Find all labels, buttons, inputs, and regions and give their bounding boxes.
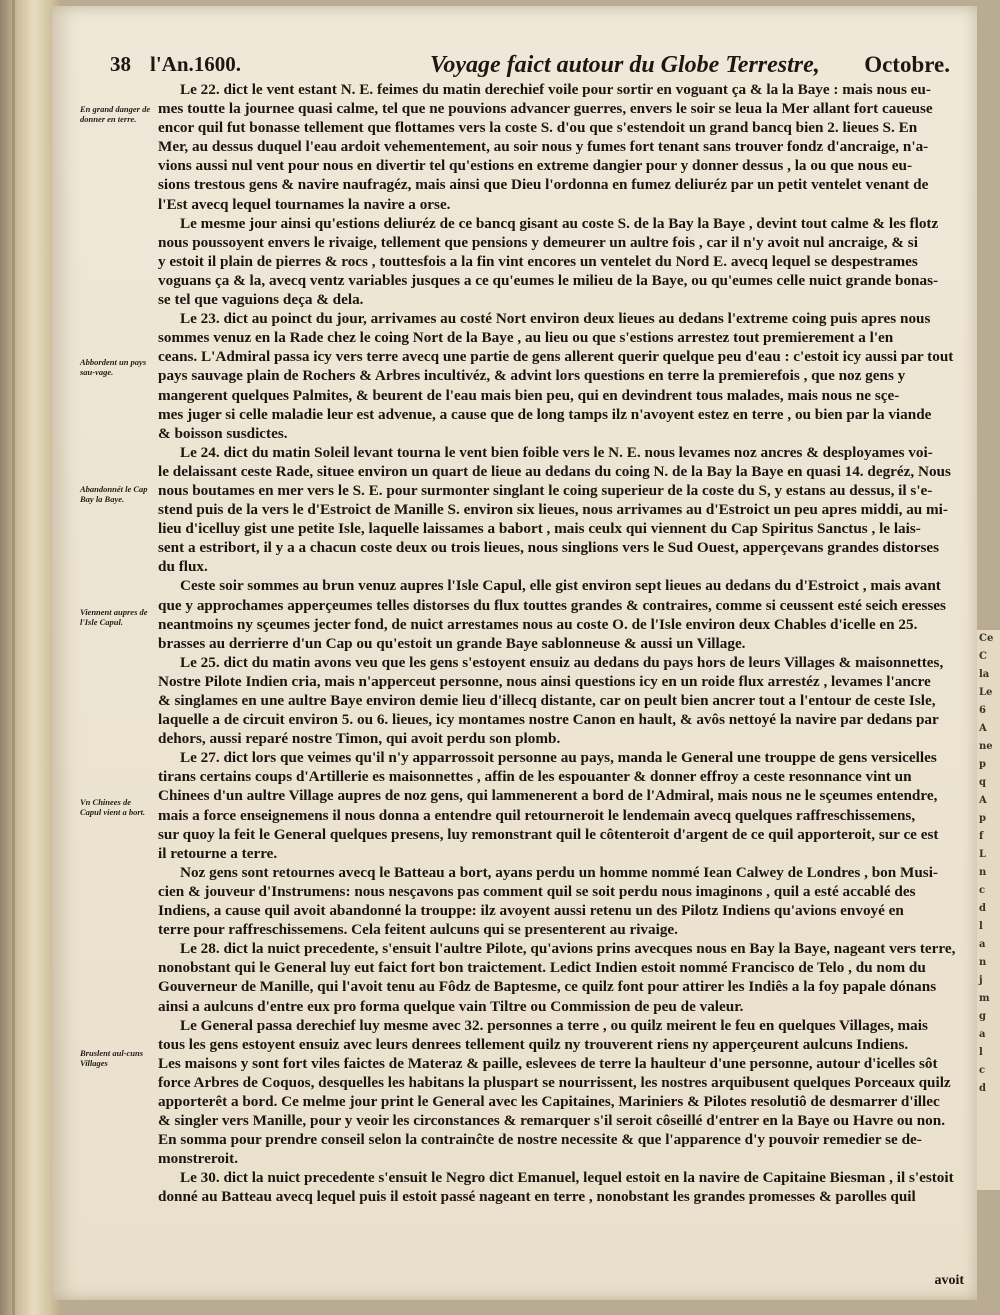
paragraph — [158, 939, 963, 1015]
text-line: mes toutte la journee quasi calme, tel que ne pouvions advancer guerres, envers le soir se leua la Mer allant fort caueuse — [158, 100, 933, 118]
margin-note: Viennent aupres de l'Isle Capul. — [80, 607, 148, 627]
text-line: Noz gens sont retournes avecq le Batteau a bort, ayans perdu un homme nommé Iean Calwey de Londres , bon Musi- — [180, 863, 938, 881]
text-line: sur quoy la feit le General quelques presens, luy remonstrant quil le côtenteroit d'argent de ce quil apporteroit, sur ce est — [158, 825, 939, 843]
paragraph — [158, 1168, 963, 1206]
text-line: & singlames en une aultre Baye environ demie lieu d'illecq distante, car on peult bien ancrer tout a l'entour de ceste Isle, — [158, 692, 936, 709]
next-page-fragment: p — [979, 759, 986, 770]
paragraph — [158, 80, 963, 214]
margin-note: Bruslent aul-cuns Villages — [80, 1048, 144, 1068]
next-page-fragment: f — [979, 831, 984, 842]
text-line: Le 30. dict la nuict precedente s'ensuit le Negro dict Emanuel, lequel estoit en la navire de Capitaine Biesman , il s'estoit — [180, 1169, 954, 1187]
text-line: il retourne a terre. — [158, 844, 278, 862]
text-line: Indiens, a cause quil avoit abandonné la trouppe: ilz avoyent aussi retenu un des Pilotz Indiens qu'avions envoyé en — [158, 902, 904, 920]
next-page-fragment: j — [979, 975, 983, 986]
next-page-fragment: g — [979, 1011, 986, 1022]
next-page-fragment: c — [979, 1065, 986, 1076]
paragraph — [158, 309, 963, 443]
text-line: encor quil fut bonasse tellement que flottames vers la coste S. d'ou que s'estendoit un grand bancq bien 2. lieues S. En — [158, 119, 918, 137]
paragraph — [158, 748, 963, 863]
margin-note: Abbordent un pays sau-vage. — [80, 357, 147, 377]
next-page-fragment: A — [979, 795, 987, 806]
paragraph — [158, 443, 963, 577]
text-line: Gouverneur de Manille, qui l'avoit tenu au Fôdz de Baptesme, ce quilz font pour attirer les Indiês a la foy papale dónans — [158, 978, 937, 996]
text-line: laquelle a de circuit environ 5. ou 6. lieues, icy montames nostre Canon en hault, & avôs nettoyé la navire par dedans par — [158, 711, 939, 729]
text-line: se tel que vaguions deça & dela. — [158, 291, 364, 309]
text-line: stend puis de la vers le d'Estroict de Manille S. environ six lieues, nous arrivames au d'Estroict un peu apres middi, au mi- — [158, 501, 948, 519]
text-line: tous les gens estoyent ensuiz avec leurs denrees tellement quilz ny trouverent riens ny apperçeurent aulcuns Indiens. — [158, 1035, 909, 1053]
next-page-fragment: l — [979, 921, 983, 932]
text-line: sommes venuz en la Rade chez le coing Nort de la Baye , au lieu ou que s'estions arrestez tout premierement a l'en — [158, 329, 894, 347]
text-line: mes juger si celle maladie leur est advenue, a cause que de long tamps ilz n'avoyent estez en terre , ou bien par la viande — [158, 405, 932, 423]
text-line: tirans certains coups d'Artillerie es maisonnettes , affin de les espouanter & donner effroy a ceste resonnance vint un — [158, 768, 912, 786]
text-line: y estoit il plain de pierres & rocs , touttesfois a la fin vint encores un ventelet du Nord E. avecq lequel se despestrames — [158, 252, 918, 270]
text-line: & singler vers Manille, pour y veoir les circonstances & remarquer s'il seroit côseillé d'entrer en la Baye ou Havre ou non. — [158, 1112, 946, 1130]
text-line: donné au Batteau avecq lequel puis il estoit passé nageant en terre , nonobstant les grandes promesses & parolles quil — [158, 1188, 916, 1206]
text-line: nous boutames en mer vers le S. E. pour surmonter singlant le coing superieur de la coste du S, y estans au dessus, il s'e- — [158, 481, 933, 499]
text-line: le delaissant ceste Rade, situee environ un quart de lieue au dedans du coing N. de la Bay la Baye en quasi 14. degréz, Nous — [158, 462, 951, 480]
text-line: voguans ça & la, avecq ventz variables jusques a ce qu'eumes le milieu de la Baye, ou qu'eumes celle nuict grande bonas- — [158, 271, 939, 289]
next-page-fragment: l — [979, 1047, 983, 1058]
paragraph — [158, 214, 963, 309]
paragraph — [158, 653, 963, 748]
text-line: Le 28. dict la nuict precedente, s'ensuit l'aultre Pilote, qu'avions prins avecques nous en Bay la Baye, nageant vers terre, — [180, 940, 956, 958]
text-line: Le 27. dict lors que veimes qu'il n'y apparrossoit personne au pays, manda le General une trouppe de gens versicelles — [180, 749, 937, 767]
text-line: En somma pour prendre conseil selon la contrainĉte de nostre necessite & que l'apparence d'y pouvoir remedier se de- — [158, 1131, 922, 1149]
paragraph — [158, 1016, 963, 1169]
text-line: pays sauvage plain de Rochers & Arbres incultivéz, & advint lors questions en terre la premierefois , que noz gens y — [158, 367, 906, 385]
header-year: l'An.1600. — [150, 52, 242, 76]
text-line: Les maisons y sont fort viles faictes de Materaz & paille, eslevees de terre la haulteur d'une personne, autour d'icelles sôt — [158, 1054, 938, 1072]
text-line: nonobstant qui le General luy eut faict fort bon traictement. Ledict Indien estoit nommé Francisco de Telo , du nom du — [158, 959, 926, 977]
text-line: neantmoins ny sçeumes jecter fond, de nuict arrestames nous au coste O. de l'Isle environ deux Chables d'icelle en 25. — [158, 615, 918, 633]
next-page-fragment: a — [979, 1029, 986, 1040]
text-line: Le General passa derechief luy mesme avec 32. personnes a terre , ou quilz meirent le feu en quelques Villages, mais — [180, 1016, 928, 1034]
text-line: nous poussoyent envers le rivaige, tellement que pensions y demeurer un aultre fois , car il n'y avoit nul ancraige, & si — [158, 233, 918, 251]
text-line: force Arbres de Coquos, desquelles les habitans la pluspart se nourrissent, les nostres arquibusent quelques Porceaux quilz — [158, 1073, 951, 1091]
text-line: Mer, au dessus duquel l'eau ardoit vehementement, au soir nous y fumes fort tenant sans trouver fondz d'ancraige, n'a- — [158, 138, 929, 156]
text-line: monstreroit. — [158, 1150, 239, 1168]
text-line: Ceste soir sommes au brun venuz aupres l'Isle Capul, elle gist environ sept lieues au dedans du d'Estroict , mais avant — [180, 577, 941, 595]
text-line: vions aussi nul vent pour nous en divertir tel qu'estions en extreme dangier pour y donner dessus , la ou que nous eu- — [158, 157, 913, 175]
text-line: lieu d'icelluy gist une petite Isle, laquelle laissames a babort , mais ceulx qui viennent du Cap Spiritus Sanctus , le lais- — [158, 520, 921, 538]
catchword: avoit — [934, 1273, 964, 1288]
text-line: apporterêt a bord. Ce melme jour print le General avec les Capitaines, Mariniers & Pilotes resolutiô de desmarrer d'illec — [158, 1092, 940, 1110]
text-line: cien & jouveur d'Instrumens: nous nesçavons pas comment quil se soit perdu nous imaginons , quil a esté accablé des — [158, 882, 916, 900]
paragraph — [158, 576, 963, 652]
margin-note: Abandonnét le Cap Bay la Baye. — [80, 484, 148, 504]
running-title: Voyage faict autour du Globe Terrestre, — [430, 52, 820, 78]
text-line: que y approchames apperçeumes telles distorses du flux touttes grandes & contraires, comme si ceussent esté seich eresses — [158, 596, 946, 614]
next-page-fragment: L — [979, 849, 987, 860]
text-line: Chinees d'un aultre Village aupres de noz gens, qui lammenerent a bord de l'Admiral, mais nous ne le sçeumes entendre, — [158, 787, 938, 805]
text-line: dehors, aussi reparé nostre Timon, qui avoit perdu son plomb. — [158, 730, 561, 748]
margin-note: En grand danger de donner en terre. — [80, 104, 151, 124]
text-line: ceans. L'Admiral passa icy vers terre avecq une partie de gens allerent querir quelque peu d'eau : c'estoit icy aussi par tout — [158, 348, 954, 366]
page-number: 38 — [110, 52, 131, 76]
text-line: sent a estribort, il y a a chacun coste deux ou trois lieues, nous singlions vers le Sud Ouest, apperçevans grandes distorses — [158, 539, 940, 557]
next-page-fragment: c — [979, 885, 986, 896]
next-page-fragment: la — [979, 669, 990, 680]
text-line: mangerent quelques Palmites, & beurent de l'eau mais bien peu, qui en devindrent tous malades, mais nous ne sçe- — [158, 386, 900, 404]
next-page-fragment: a — [979, 939, 986, 950]
body-text — [158, 80, 963, 1207]
text-line: & boisson susdictes. — [158, 424, 288, 442]
next-page-fragment: C — [979, 651, 987, 662]
next-page-fragment: Le 6 — [979, 687, 993, 716]
next-page-fragment: ne — [979, 741, 993, 752]
text-line: brasses au derrierre d'un Cap ou qu'estoit un grande Baye sablonneuse & aussi un Village. — [158, 634, 746, 652]
paragraph — [158, 863, 963, 939]
text-line: mais a force enseignemens il nous donna a entendre quil retourneroit le lendemain avecq quelques raffreschissemens, — [158, 806, 916, 824]
text-line: Nostre Pilote Indien cria, mais n'apperceut personne, nous ainsi questions icy en un roide flux arrestéz , levames l'ancre — [158, 672, 931, 690]
text-line: l'Est avecq lequel tournames la navire a orse. — [158, 195, 451, 213]
next-page-fragment: n — [979, 957, 987, 968]
text-line: Le 23. dict au poinct du jour, arrivames au costé Nort environ deux lieues au dedans l'extreme coing puis apres nous — [180, 310, 931, 328]
next-page-fragment: A — [979, 723, 987, 734]
text-line: du flux. — [158, 558, 208, 576]
margin-note: Vn Chinees de Capul vient a bort. — [80, 797, 146, 817]
next-page-fragment: Ce — [979, 633, 994, 644]
next-page-fragment: q — [979, 777, 986, 788]
next-page-edge — [975, 630, 1000, 1190]
page-header — [110, 52, 950, 82]
text-line: Le 24. dict du matin Soleil levant tourna le vent bien foible vers le N. E. nous levames noz ancres & desployames voi- — [180, 443, 933, 461]
next-page-fragment: n — [979, 867, 987, 878]
header-month: Octobre. — [864, 52, 950, 77]
next-page-fragment: p — [979, 813, 986, 824]
text-line: Le 25. dict du matin avons veu que les gens s'estoyent ensuiz au dedans du pays hors de leurs Villages & maisonnettes, — [180, 653, 944, 671]
text-line: Le mesme jour ainsi qu'estions deliuréz de ce bancq gisant au coste S. de la Bay la Baye , devint tout calme & les flotz — [180, 214, 939, 232]
next-page-fragment: m — [979, 993, 990, 1004]
text-line: terre pour raffreschissemens. Cela feitent aulcuns qui se presenterent au rivaige. — [158, 921, 678, 939]
text-line: ainsi a aulcuns d'entre eux pro forma quelque vain Tiltre ou Commission de peu de valeur. — [158, 997, 744, 1015]
text-line: Le 22. dict le vent estant N. E. feimes du matin derechief voile pour sortir en voguant ça & la la Baye : mais nous eu- — [180, 81, 931, 98]
next-page-fragment: d — [979, 903, 986, 914]
next-page-fragment: d — [979, 1083, 986, 1094]
text-line: sions trestous gens & navire naufragéz, mais ainsi que Dieu l'ordonna en fumez deliuréz par un petit ventelet venant de — [158, 176, 929, 194]
